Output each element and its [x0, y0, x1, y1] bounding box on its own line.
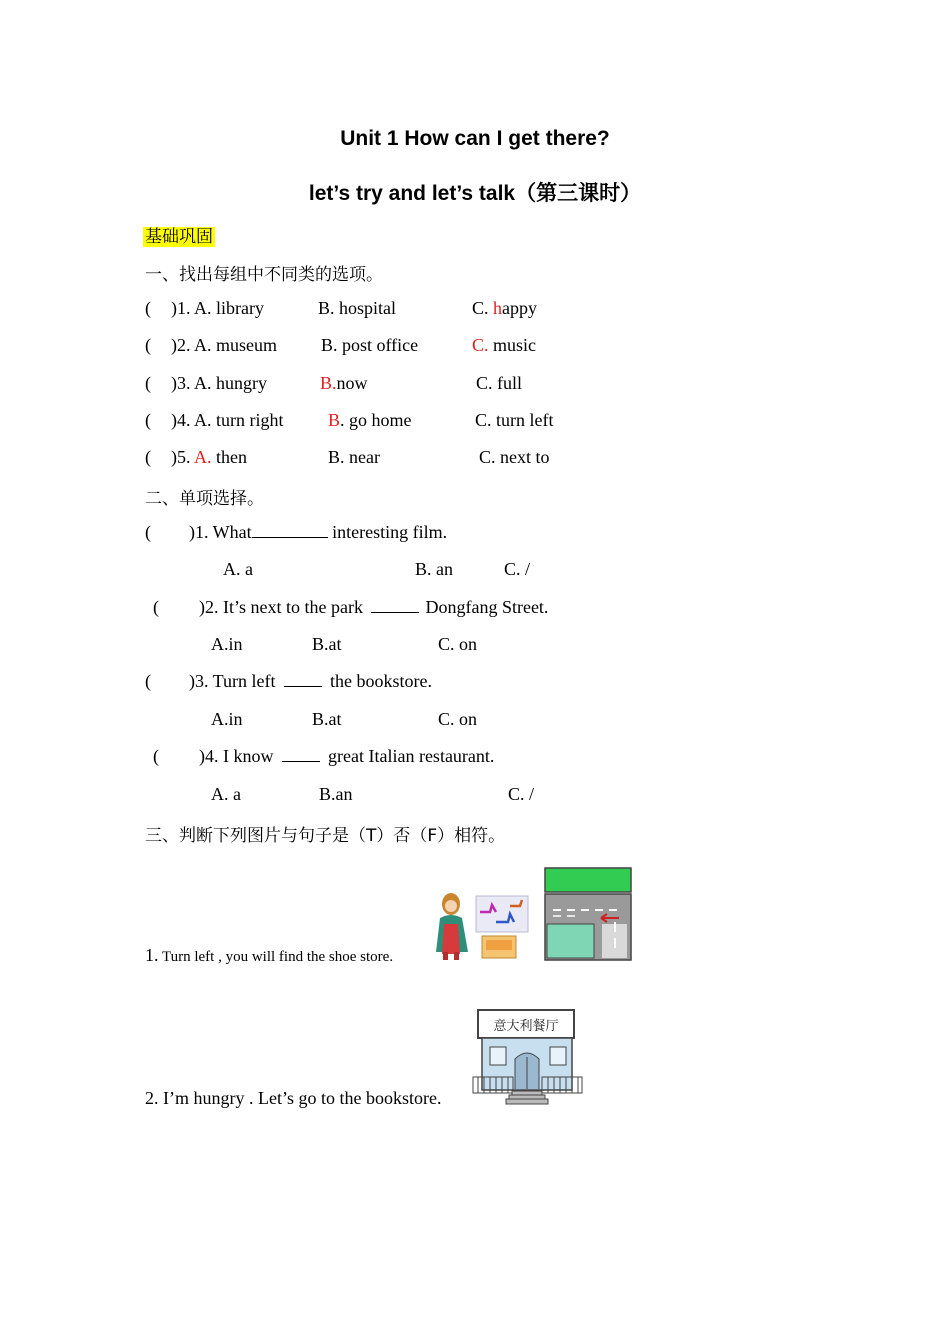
s1-q4-paren: (	[145, 410, 151, 430]
s1-q3-option-c: C. full	[476, 373, 523, 393]
s2-q2-option-c: C. on	[438, 634, 478, 654]
s2-q3-option-b: B.at	[312, 709, 342, 729]
s1-q1-option-c: C. happy	[472, 298, 538, 318]
restaurant-sign: 意大利餐厅	[493, 1019, 559, 1034]
s1-q2-option-a: )2. A. museum	[171, 335, 277, 355]
s1-q5-option-a: )5. A. then	[171, 447, 248, 467]
s3-sentence-1: 1. Turn left , you will find the shoe store.	[145, 945, 394, 965]
s2-q4-stem: )4. I know great Italian restaurant.	[199, 746, 495, 766]
s1-q3-option-a: )3. A. hungry	[171, 373, 267, 393]
s1-q2-option-b: B. post office	[321, 335, 419, 355]
s1-q2-option-c: C. music	[472, 335, 537, 355]
s1-q1-paren: (	[145, 298, 151, 318]
s2-q2-blank[interactable]	[371, 598, 419, 613]
s1-q4-option-a: )4. A. turn right	[171, 410, 284, 430]
s2-q4-option-a: A. a	[211, 784, 241, 804]
s1-q1-option-a: )1. A. library	[171, 298, 264, 318]
s2-q1-option-b: B. an	[415, 559, 453, 579]
s2-q1-option-c: C. /	[504, 559, 531, 579]
s2-q2-stem: )2. It’s next to the park Dongfang Street.	[199, 597, 549, 617]
s2-q3-stem: )3. Turn left the bookstore.	[189, 671, 432, 691]
s1-q3-paren: (	[145, 373, 151, 393]
s1-q1-option-b: B. hospital	[318, 298, 397, 318]
s1-q5-option-c: C. next to	[479, 447, 550, 467]
street-map-illustration	[543, 866, 635, 964]
s2-q2-paren: (	[153, 597, 159, 617]
s2-q1-blank[interactable]	[252, 523, 328, 538]
s2-q4-blank[interactable]	[282, 747, 320, 762]
shopping-woman-illustration	[430, 888, 545, 963]
s2-q3-blank[interactable]	[284, 672, 322, 687]
section2-heading: 二、单项选择。	[145, 489, 264, 509]
s2-q2-option-a: A.in	[211, 634, 243, 654]
section3-heading: 三、判断下列图片与句子是（T）否（F）相符。	[145, 826, 506, 846]
s2-q4-paren: (	[153, 746, 159, 766]
s2-q3-paren: (	[145, 671, 151, 691]
s2-q4-option-b: B.an	[319, 784, 353, 804]
s1-q5-paren: (	[145, 447, 151, 467]
section-tag: 基础巩固	[145, 227, 213, 247]
page-title: Unit 1 How can I get there?	[340, 127, 610, 150]
s2-q2-option-b: B.at	[312, 634, 342, 654]
s2-q1-option-a: A. a	[223, 559, 253, 579]
page-subtitle: let’s try and let’s talk（第三课时）	[308, 182, 642, 205]
s1-q3-option-b: B.now	[320, 373, 368, 393]
s2-q1-paren: (	[145, 522, 151, 542]
s2-q4-option-c: C. /	[508, 784, 535, 804]
s2-q3-option-a: A.in	[211, 709, 243, 729]
s1-q5-option-b: B. near	[328, 447, 380, 467]
s2-q3-option-c: C. on	[438, 709, 478, 729]
section1-heading: 一、找出每组中不同类的选项。	[145, 265, 383, 285]
restaurant-illustration	[470, 1007, 584, 1107]
s2-q1-stem: )1. What interesting film.	[189, 522, 448, 542]
s1-q4-option-b: B. go home	[328, 410, 412, 430]
s3-sentence-2: 2. I’m hungry . Let’s go to the bookstore.	[145, 1088, 442, 1108]
s1-q2-paren: (	[145, 335, 151, 355]
s1-q4-option-c: C. turn left	[475, 410, 554, 430]
